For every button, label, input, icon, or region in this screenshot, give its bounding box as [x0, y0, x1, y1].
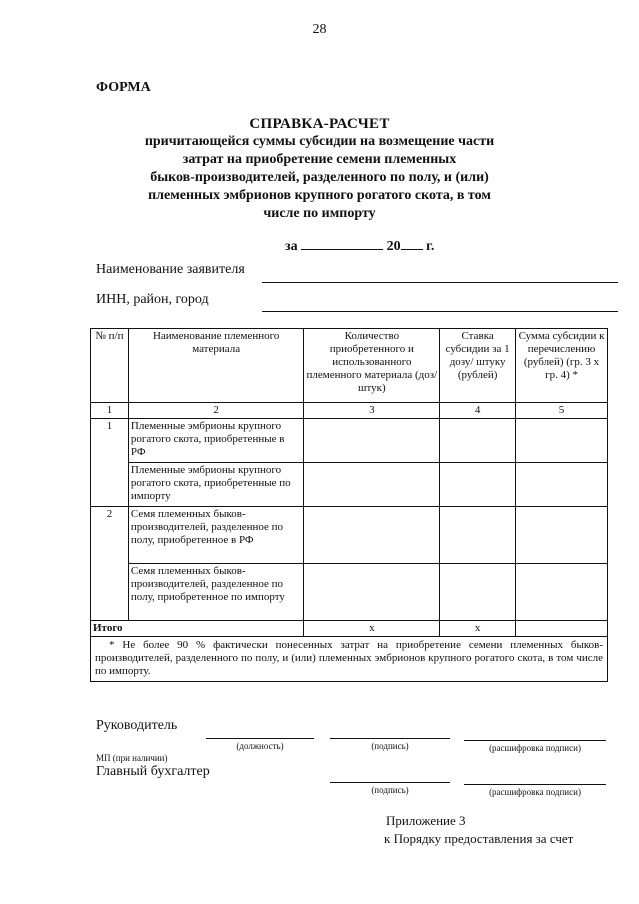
applicant-label: Наименование заявителя	[96, 262, 245, 277]
rate-cell[interactable]	[440, 463, 516, 507]
accountant-decoding-caption: (расшифровка подписи)	[489, 787, 581, 797]
table-row	[91, 564, 608, 621]
period-year-prefix: 20	[386, 239, 401, 254]
position-line	[206, 738, 314, 739]
accountant-signature-caption: (подпись)	[371, 785, 409, 795]
table-row	[91, 463, 608, 507]
position-caption: (должность)	[236, 741, 284, 751]
signature-line	[330, 738, 450, 739]
footnote: * Не более 90 % фактически понесенных затрат на приобретение семени племенных быков-производителей, разделенного по полу, и (или) племенных эмбрионов крупного рогатого скота, в том числе по импорту.	[91, 637, 608, 682]
inn-line	[262, 311, 618, 312]
header-cell: Количество приобретенного и использованного племенного материала (доз/штук)	[304, 329, 440, 403]
quantity-cell[interactable]	[304, 419, 440, 463]
rate-cell[interactable]	[440, 564, 516, 621]
item-name: Семя племенных быков-производителей, разделенное по полу, приобретенное в РФ	[128, 507, 304, 564]
accountant-signature-line	[330, 782, 450, 783]
total-row	[91, 621, 608, 637]
header-cell: № п/п	[91, 329, 129, 403]
accountant-decoding-line	[464, 784, 606, 785]
accountant-label: Главный бухгалтер	[96, 764, 210, 779]
total-mark: х	[304, 621, 440, 637]
page-number: 28	[312, 22, 327, 37]
column-number-row	[91, 403, 608, 419]
item-name: Семя племенных быков-производителей, разделенное по полу, приобретенное по импорту	[128, 564, 304, 621]
amount-cell[interactable]	[516, 507, 608, 564]
document-title: СПРАВКА-РАСЧЕТ	[249, 116, 390, 132]
period-suffix: г.	[426, 239, 435, 254]
appendix-title: Приложение 3	[386, 813, 466, 828]
subtitle-line: быков-производителей, разделенного по полу, и (или)	[150, 170, 489, 185]
appendix-block	[384, 812, 573, 848]
table-row	[91, 419, 608, 463]
rate-cell[interactable]	[440, 419, 516, 463]
footnote-row	[91, 637, 608, 682]
period-blank	[301, 236, 383, 250]
decoding-caption: (расшифровка подписи)	[489, 743, 581, 753]
amount-cell[interactable]	[516, 419, 608, 463]
row-number: 1	[91, 419, 129, 507]
subtitle-line: племенных эмбрионов крупного рогатого скота, в том	[148, 188, 491, 203]
amount-cell[interactable]	[516, 463, 608, 507]
total-label: Итого	[91, 621, 304, 637]
row-number: 2	[91, 507, 129, 621]
head-label: Руководитель	[96, 718, 178, 733]
amount-cell[interactable]	[516, 564, 608, 621]
header-cell: Наименование племенного материала	[128, 329, 304, 403]
subtitle-line: причитающейся суммы субсидии на возмещение части	[144, 134, 495, 149]
period-line	[285, 236, 434, 255]
total-amount-cell[interactable]	[516, 621, 608, 637]
item-name: Племенные эмбрионы крупного рогатого скота, приобретенные по импорту	[128, 463, 304, 507]
calculation-table	[90, 328, 608, 682]
applicant-line	[262, 282, 618, 283]
inn-label: ИНН, район, город	[96, 292, 209, 307]
table-header-row	[91, 329, 608, 403]
item-name: Племенные эмбрионы крупного рогатого скота, приобретенные в РФ	[128, 419, 304, 463]
appendix-subtitle: к Порядку предоставления за счет	[384, 831, 574, 846]
header-cell: Ставка субсидии за 1 дозу/ штуку (рублей)	[440, 329, 516, 403]
column-number: 4	[440, 403, 516, 419]
form-label: ФОРМА	[96, 80, 151, 95]
column-number: 5	[516, 403, 608, 419]
column-number: 2	[128, 403, 304, 419]
signature-caption: (подпись)	[371, 741, 409, 751]
header-cell: Сумма субсидии к перечислению (рублей) (гр. 3 х гр. 4) *	[516, 329, 608, 403]
subtitle-line: числе по импорту	[263, 206, 376, 221]
decoding-line	[464, 740, 606, 741]
rate-cell[interactable]	[440, 507, 516, 564]
quantity-cell[interactable]	[304, 564, 440, 621]
quantity-cell[interactable]	[304, 507, 440, 564]
document-subtitle	[0, 133, 639, 223]
stamp-note: МП (при наличии)	[96, 753, 168, 763]
year-blank	[401, 236, 423, 250]
total-mark: х	[440, 621, 516, 637]
subtitle-line: затрат на приобретение семени племенных	[182, 152, 457, 167]
period-prefix: за	[285, 239, 298, 254]
table-row	[91, 507, 608, 564]
column-number: 1	[91, 403, 129, 419]
column-number: 3	[304, 403, 440, 419]
quantity-cell[interactable]	[304, 463, 440, 507]
